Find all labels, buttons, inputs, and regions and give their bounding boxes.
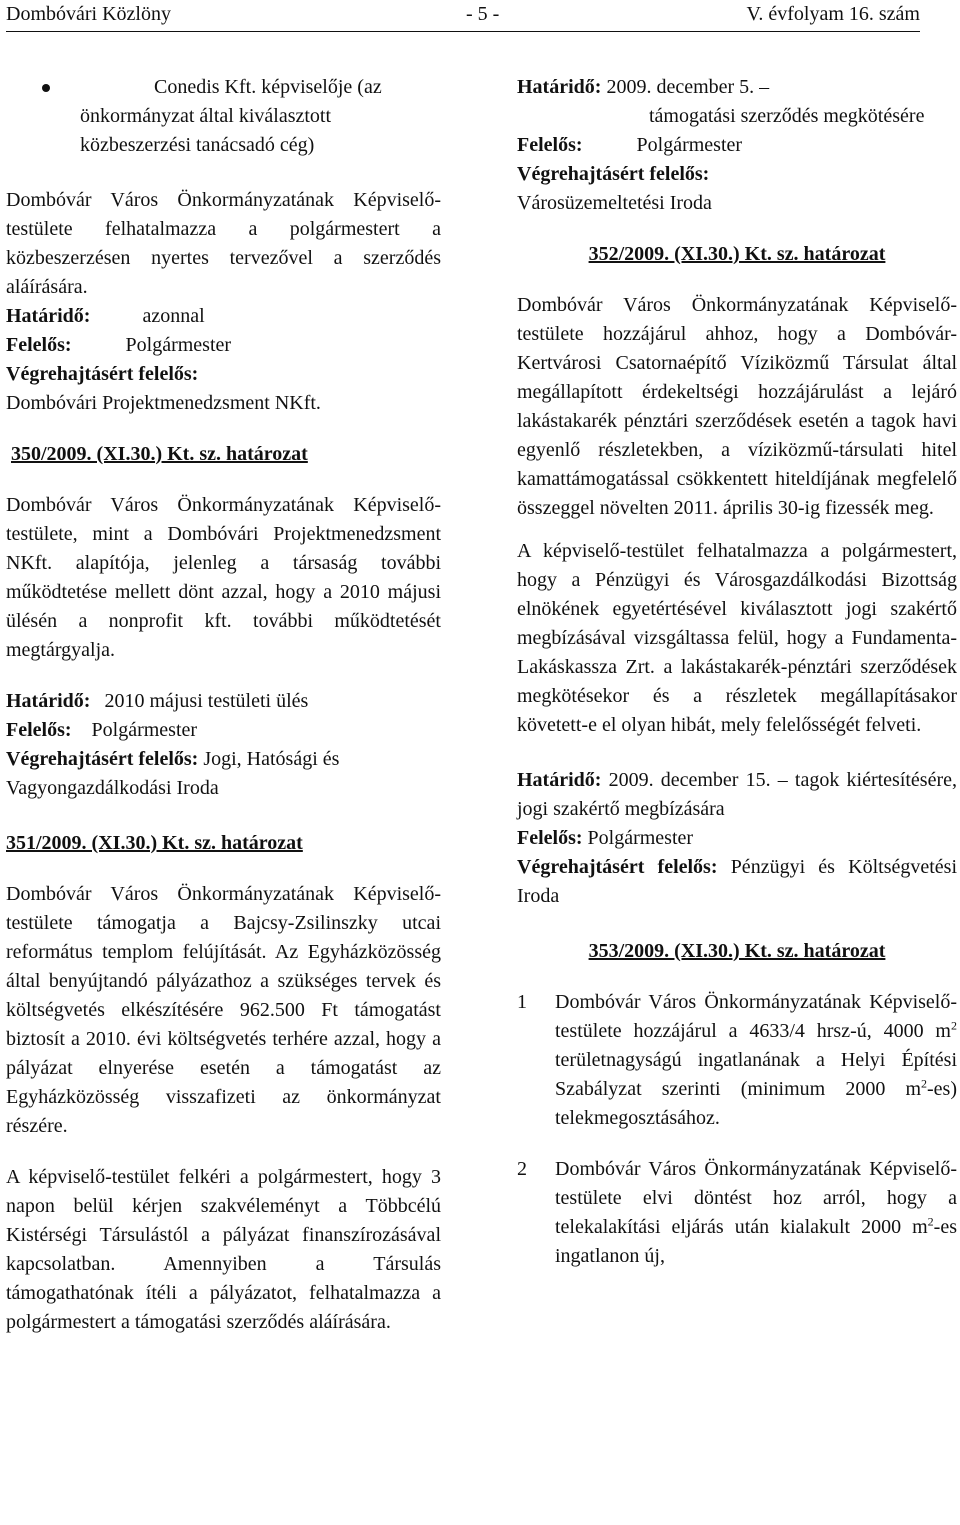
responsible-line: [517, 131, 957, 160]
responsible-value: Polgármester: [636, 134, 743, 156]
deadline-line: [517, 73, 957, 102]
executor-value: Pénzügyi és Költségvetési Iroda: [517, 856, 957, 907]
left-column: [6, 73, 441, 1337]
responsible-line: [6, 331, 441, 360]
executor-value: Dombóvári Projektmenedzsment NKft.: [6, 392, 321, 414]
numbered-item-2: [517, 1155, 957, 1271]
item-number: 2: [517, 1158, 527, 1180]
deadline-label: Határidő:: [517, 769, 602, 791]
executor-label: Végrehajtásért felelős:: [6, 748, 199, 770]
responsible-label: Felelős:: [517, 134, 583, 156]
page-number: - 5 -: [466, 3, 500, 25]
decision-350-title: 350/2009. (XI.30.) Kt. sz. határozat: [11, 443, 308, 465]
executor-line: [517, 853, 957, 911]
item-text: Dombóvár Város Önkormányzatának Képviselő-testülete hozzájárul a 4633/4 hrsz-ú, 4000 $m^2$ területnagyságú ingatlanának a Helyi Építési Szabályzat szerinti (minimum 2000 $m^2-es$) telekmegosztásához.: [555, 991, 957, 1129]
executor-value: Városüzemeltetési Iroda: [517, 192, 712, 214]
responsible-line: [6, 716, 441, 745]
right-column: [517, 73, 957, 1271]
deadline-value: azonnal: [142, 305, 205, 327]
deadline-value: 2010 májusi testületi ülés: [104, 690, 309, 712]
deadline-label: Határidő:: [517, 76, 602, 98]
bullet-line-2: önkormányzat által kiválasztott közbeszerzési tanácsadó cég): [80, 105, 332, 156]
executor-value: Jogi, Hatósági és Vagyongazdálkodási Iroda: [6, 748, 340, 799]
item-number: 1: [517, 991, 527, 1013]
deadline-line: [6, 302, 441, 331]
issue-number: V. évfolyam 16. szám: [746, 3, 920, 25]
deadline-value: 2009. december 15. – tagok kiértesítésére, jogi szakértő megbízására: [517, 769, 958, 820]
deadline-line: [517, 766, 957, 824]
responsible-line: [517, 824, 957, 853]
publication-title: Dombóvári Közlöny: [6, 3, 171, 25]
decision-351-text: Dombóvár Város Önkormányzatának Képviselő-testülete támogatja a Bajcsy-Zsilinszky utcai református templom felújítását. Az Egyházközösség által benyújtandó pályázathoz a szükséges tervek és költségvetés elkészítésére 962.500 Ft támogatást biztosít a 2010. évi költségvetés terhére azzal, hogy a pályázat elnyerése esetén a támogatást az Egyházközösség visszafizeti az önkormányzat részére.: [6, 883, 441, 1137]
responsible-label: Felelős:: [6, 719, 72, 741]
deadline-line: [6, 687, 441, 716]
item-text: Dombóvár Város Önkormányzatának Képviselő-testülete elvi döntést hoz arról, hogy a telekalakítási eljárás után kialakult 2000 $m^2-es$ ingatlanon új,: [555, 1158, 957, 1267]
paragraph-authorization: Dombóvár Város Önkormányzatának Képviselő-testülete felhatalmazza a polgármestert a közbeszerzésen nyertes tervezővel a szerződés aláírására.: [6, 189, 441, 298]
bullet-line-1: Conedis Kft. képviselője (az: [154, 76, 382, 98]
decision-352-text: Dombóvár Város Önkormányzatának Képviselő-testülete hozzájárul ahhoz, hogy a Dombóvár-Kertvárosi Csatornaépítő Víziközmű Társulat által megállapított érdekeltségi hozzájárulást a lejáró lakástakarék pénztári szerződések esetén a tagok havi egyenlő részletekben, a víziközmű-társulati hitel kamattámogatással csökkentett hiteldíjának megfelelő összeggel növelten 2011. április 30-ig fizessék meg.: [517, 294, 957, 519]
responsible-label: Felelős:: [517, 827, 583, 849]
deadline-continuation: támogatási szerződés megkötésére: [649, 105, 925, 127]
responsible-value: Polgármester: [125, 334, 232, 356]
executor-label: Végrehajtásért felelős:: [517, 856, 718, 878]
deadline-value: 2009. december 5. –: [606, 76, 770, 98]
responsible-value: Polgármester: [587, 827, 694, 849]
executor-label: Végrehajtásért felelős:: [6, 363, 199, 385]
decision-351-title: 351/2009. (XI.30.) Kt. sz. határozat: [6, 832, 303, 854]
decision-352-title: 352/2009. (XI.30.) Kt. sz. határozat: [588, 243, 886, 265]
decision-350-text: Dombóvár Város Önkormányzatának Képviselő-testülete, mint a Dombóvári Projektmenedzsment NKft. alapítója, jelenleg a társaság további működtetése mellett dönt azzal, hogy a 2010 májusi ülésén a nonprofit kft. további működtetését megtárgyalja.: [6, 494, 441, 661]
numbered-item-1: [517, 988, 957, 1133]
bullet-item: [6, 73, 441, 160]
responsible-value: Polgármester: [91, 719, 198, 741]
executor-line: [6, 745, 441, 803]
responsible-label: Felelős:: [6, 334, 72, 356]
decision-352-authorization: A képviselő-testület felhatalmazza a polgármestert, hogy a Pénzügyi és Városgazdálkodási Bizottság elnökének egyetértésével kiválasztott jogi szakértő megbízásával vizsgáltassa felül, hogy a Fundamenta-Lakáskassza Zrt. a lakástakarék-pénztári szerződések megkötésekor és a részletek megállapításakor követett-e el olyan hibát, mely felelősségét felveti.: [517, 540, 957, 736]
deadline-label: Határidő:: [6, 690, 91, 712]
executor-label: Végrehajtásért felelős:: [517, 163, 710, 185]
bullet-icon: [42, 84, 50, 92]
deadline-label: Határidő:: [6, 305, 91, 327]
decision-351-request: A képviselő-testület felkéri a polgármestert, hogy 3 napon belül kérjen szakvéleményt a Többcélú Kistérségi Társulástól a pályázat finanszírozásával kapcsolatban. Amennyiben a Társulás támogathatónak ítéli a pályázatot, felhatalmazza a polgármestert a támogatási szerződés aláírására.: [6, 1166, 441, 1333]
page-header: [6, 3, 920, 32]
decision-353-title: 353/2009. (XI.30.) Kt. sz. határozat: [588, 940, 886, 962]
